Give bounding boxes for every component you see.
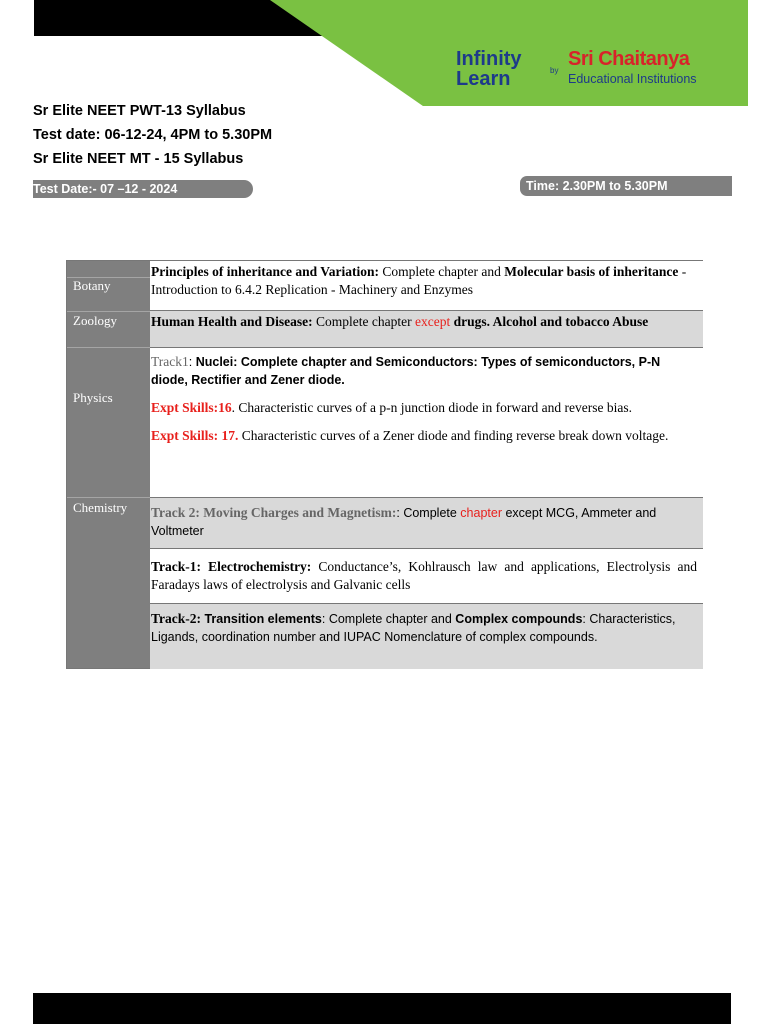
chemistry-track2-text-1: : Complete chapter and	[321, 612, 456, 626]
test-date-badge: Test Date:- 07 –12 - 2024	[33, 180, 253, 198]
subject-column	[67, 261, 150, 668]
infinity-learn-logo-line2: Learn	[456, 68, 511, 90]
zoology-except: except	[414, 314, 451, 329]
chemistry-track2-label: Track-2:	[151, 611, 201, 626]
botany-row	[150, 261, 703, 311]
physics-track1-topics: Nuclei: Complete chapter and Semiconductors: Types of semiconductors, P-N diode, Rectifier and Zener diode.	[151, 355, 661, 387]
expt-skill-17-text: Characteristic curves of a Zener diode and finding reverse break down voltage.	[238, 428, 669, 443]
subject-divider	[67, 347, 150, 348]
botany-text-2: - Introduction to 6.4.2 Replication - Machinery and Enzymes	[151, 264, 687, 297]
subject-botany: Botany	[73, 278, 111, 293]
chemistry-track2-text-2: : Characteristics, Ligands, coordination number and IUPAC Nomenclature of complex compounds.	[151, 612, 676, 644]
physics-track2-label: Track 2: Moving Charges and Magnetism:	[151, 505, 397, 520]
physics-colon: :	[188, 355, 196, 369]
test-date-line: Test date: 06-12-24, 4PM to 5.30PM	[33, 127, 273, 143]
sri-chaitanya-subtitle: Educational Institutions	[568, 72, 697, 86]
chemistry-track2-row	[150, 604, 703, 669]
physics-track2-row	[150, 498, 703, 549]
expt-skill-16-label: Expt Skills:16	[151, 400, 232, 415]
syllabus-title-2: Sr Elite NEET MT - 15 Syllabus	[33, 151, 244, 167]
expt-skill-16-text: . Characteristic curves of a p-n junction diode in forward and reverse bias.	[231, 400, 633, 415]
infinity-learn-logo-line1: Infinity	[456, 48, 522, 70]
subject-divider	[67, 311, 150, 312]
zoology-chapter: Human Health and Disease:	[151, 314, 313, 329]
chemistry-track2-topic-2: Complex compounds	[455, 612, 583, 626]
chemistry-track1-row	[150, 549, 703, 604]
botany-text-1: Complete chapter and	[379, 264, 505, 279]
syllabus-table	[66, 260, 703, 669]
physics-row	[150, 348, 703, 498]
botany-chapter-1: Principles of inheritance and Variation:	[151, 264, 380, 279]
zoology-text: Complete chapter	[312, 314, 415, 329]
subject-zoology: Zoology	[73, 313, 118, 328]
brand-logo	[440, 32, 740, 102]
syllabus-title-1: Sr Elite NEET PWT-13 Syllabus	[33, 103, 246, 119]
physics-track2-chapter: chapter	[460, 506, 502, 520]
subject-divider	[67, 497, 150, 498]
physics-track2-text-2: except MCG, Ammeter and Voltmeter	[151, 506, 657, 538]
botany-chapter-2: Molecular basis of inheritance	[504, 264, 679, 279]
physics-track1-label: Track1	[151, 354, 189, 369]
chemistry-track2-topic: Transition elements	[201, 612, 322, 626]
chemistry-track1-label: Track-1: Electrochemistry:	[151, 559, 312, 574]
time-badge: Time: 2.30PM to 5.30PM	[520, 176, 732, 196]
expt-skill-17-label: Expt Skills: 17.	[151, 428, 239, 443]
zoology-row	[150, 311, 703, 348]
bottom-black-bar	[33, 993, 731, 1024]
physics-track2-text-1: : Complete	[396, 506, 461, 520]
subject-chemistry: Chemistry	[73, 500, 128, 515]
sri-chaitanya-name: Sri Chaitanya	[568, 48, 690, 70]
zoology-exclusion: drugs. Alcohol and tobacco Abuse	[450, 314, 649, 329]
subject-physics: Physics	[73, 390, 113, 405]
chemistry-track1-text: Conductance’s, Kohlrausch law and applications, Electrolysis and Faradays laws of electrolysis and Galvanic cells	[151, 559, 697, 592]
by-label: by	[550, 66, 559, 75]
